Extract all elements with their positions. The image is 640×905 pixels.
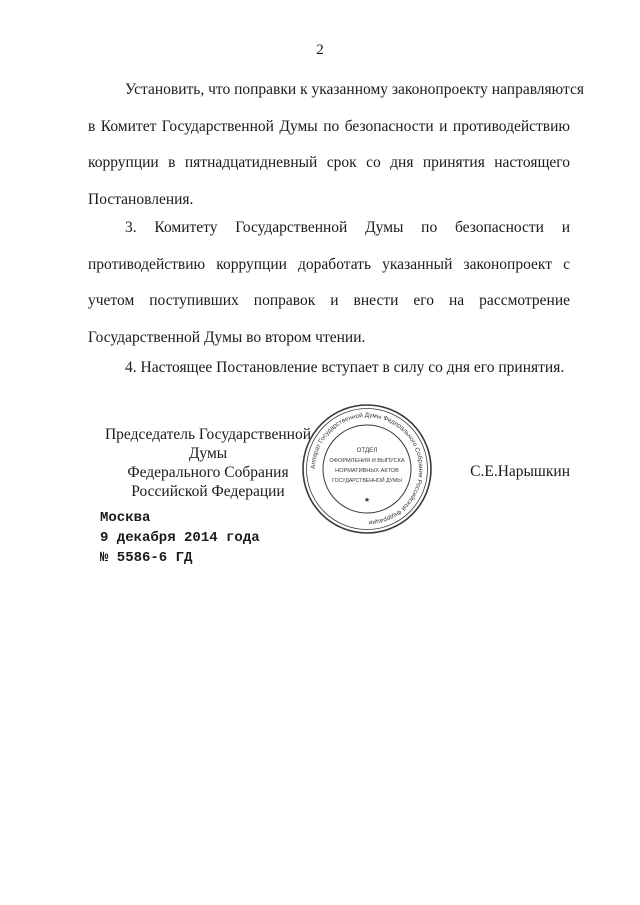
seal-star-icon: ★ (363, 496, 371, 504)
text-line: Государственной Думы во втором чтении. (88, 328, 366, 346)
seal-center-text: ОТДЕЛ (356, 447, 378, 454)
paragraph-amendments-deadline (88, 72, 585, 218)
place-of-signing: Москва (100, 510, 151, 526)
text-line: 4. Настоящее Постановление вступает в силу со дня его принятия. (125, 359, 565, 376)
seal-graphic (300, 402, 434, 536)
text-line: противодействию коррупции доработать указанный законопроект с (88, 255, 570, 273)
signatory-title (88, 425, 328, 501)
signatory-title-line: Федерального Собрания (127, 464, 289, 481)
text-line: Постановления. (88, 190, 194, 208)
text-line: 3. Комитету Государственной Думы по безопасности и (125, 219, 570, 236)
text-line: учетом поступивших поправок и внести его на рассмотрение (88, 292, 570, 309)
date-of-signing: 9 декабря 2014 года (100, 530, 260, 546)
text-line: коррупции в пятнадцатидневный срок со дня принятия настоящего (88, 154, 570, 171)
signatory-name: С.Е.Нарышкин (470, 463, 570, 480)
text-line: Установить, что поправки к указанному законопроекту направляются (125, 81, 585, 98)
paragraph-item-4 (88, 350, 570, 387)
paragraph-item-3 (88, 210, 570, 356)
document-footer (100, 508, 260, 568)
official-seal (300, 402, 434, 536)
seal-center-text: НОРМАТИВНЫХ АКТОВ (335, 468, 399, 474)
seal-center-text: ГОСУДАРСТВЕННОЙ ДУМЫ (332, 478, 402, 484)
page-number: 2 (316, 42, 324, 58)
signatory-title-line: Председатель Государственной Думы (104, 426, 312, 462)
seal-ring-text: Аппарат Государственной Думы Федерального Собрания Российской Федерации (309, 411, 425, 526)
document-number: № 5586-6 ГД (100, 550, 193, 566)
text-line: в Комитет Государственной Думы по безопасности и противодействию (88, 117, 570, 135)
seal-center-text: ОФОРМЛЕНИЯ И ВЫПУСКА (329, 458, 405, 464)
signatory-title-line: Российской Федерации (131, 483, 285, 500)
